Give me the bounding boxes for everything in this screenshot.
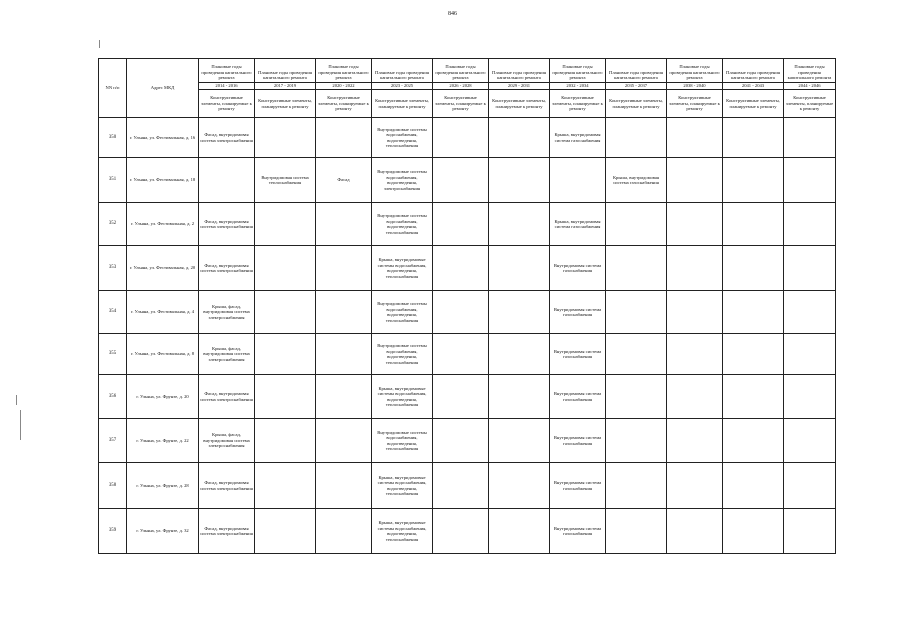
repair-elements-cell — [723, 203, 784, 246]
repair-elements-cell — [255, 509, 316, 554]
table-row — [99, 509, 836, 554]
period-caption: Плановые годы проведения капитального ремонта — [552, 64, 603, 80]
period-caption: Плановые годы проведения капитального ремонта — [201, 64, 252, 80]
repair-elements-cell: Крыша, внутридомовые системы водоснабжения, водоотведения, теплоснабжения — [372, 246, 433, 291]
repair-elements-cell: Внутридомовая система газоснабжения — [550, 291, 606, 334]
row-number: 350 — [99, 118, 127, 158]
repair-elements-cell — [550, 158, 606, 203]
column-header-period — [489, 59, 550, 90]
repair-elements-cell — [784, 203, 836, 246]
row-address: г. Ульяна, ул. Фестивальная, д. 2 — [127, 203, 199, 246]
margin-mark — [99, 40, 100, 48]
repair-elements-cell — [255, 291, 316, 334]
period-caption: Плановые годы проведения капитального ремонта — [669, 64, 720, 80]
repair-elements-cell — [316, 118, 372, 158]
repair-elements-cell — [489, 118, 550, 158]
repair-elements-cell — [433, 509, 489, 554]
repair-elements-cell: Фасад, внутридомовая система электроснабжения — [199, 463, 255, 509]
margin-mark — [16, 395, 17, 405]
repair-elements-cell — [433, 291, 489, 334]
repair-elements-cell: Внутридомовые системы водоснабжения, водоотведения, теплоснабжения — [372, 203, 433, 246]
header-row-elements — [99, 90, 836, 118]
period-caption: Плановые годы проведения капитального ремонта — [787, 64, 832, 80]
repair-elements-cell — [316, 246, 372, 291]
repair-elements-cell — [784, 463, 836, 509]
elements-caption: Конструктивные элементы, планируемые к ремонту — [372, 90, 433, 118]
elements-caption: Конструктивные элементы, планируемые к ремонту — [255, 90, 316, 118]
row-address: г. Ульяна, ул. Фестивальная, д. 4 — [127, 291, 199, 334]
repair-elements-cell — [316, 334, 372, 375]
repair-elements-cell — [723, 509, 784, 554]
elements-caption: Конструктивные элементы, планируемые к ремонту — [606, 90, 667, 118]
repair-elements-cell — [489, 246, 550, 291]
repair-elements-cell — [667, 291, 723, 334]
row-number: 357 — [99, 419, 127, 463]
table-row — [99, 375, 836, 419]
row-address: г. Ульяна, ул. Фрунзе, д. 20 — [127, 375, 199, 419]
repair-elements-cell: Внутридомовая система газоснабжения — [550, 334, 606, 375]
repair-elements-cell — [784, 509, 836, 554]
repair-elements-cell: Крыша, внутридомовая система газоснабжения — [550, 203, 606, 246]
repair-elements-cell — [255, 463, 316, 509]
period-caption: Плановые годы проведения капитального ремонта — [726, 69, 780, 80]
repair-elements-cell — [723, 463, 784, 509]
page-number: 846 — [448, 11, 457, 17]
column-header-period — [606, 59, 667, 90]
repair-elements-cell — [316, 463, 372, 509]
repair-elements-cell — [489, 158, 550, 203]
repair-elements-cell — [489, 291, 550, 334]
repair-elements-cell — [255, 334, 316, 375]
column-header-period — [199, 59, 255, 90]
table-row — [99, 203, 836, 246]
repair-elements-cell — [667, 118, 723, 158]
period-years: 2020 - 2022 — [316, 82, 371, 90]
row-number: 351 — [99, 158, 127, 203]
repair-elements-cell — [255, 203, 316, 246]
column-header-period — [255, 59, 316, 90]
elements-caption: Конструктивные элементы, планируемые к ремонту — [489, 90, 550, 118]
elements-caption: Конструктивные элементы, планируемые к ремонту — [784, 90, 836, 118]
repair-elements-cell: Крыша, внутридомовая система газоснабжения — [606, 158, 667, 203]
capital-repair-schedule-table — [98, 58, 836, 554]
repair-elements-cell — [667, 158, 723, 203]
table-row — [99, 463, 836, 509]
repair-elements-cell — [606, 203, 667, 246]
repair-elements-cell — [784, 375, 836, 419]
column-header-period — [723, 59, 784, 90]
period-caption: Плановые годы проведения капитального ремонта — [435, 64, 486, 80]
repair-elements-cell: Внутридомовая система теплоснабжения — [255, 158, 316, 203]
row-number: 353 — [99, 246, 127, 291]
period-years: 2041 - 2043 — [723, 82, 783, 90]
repair-elements-cell — [784, 246, 836, 291]
repair-elements-cell — [606, 118, 667, 158]
repair-elements-cell — [433, 334, 489, 375]
column-header-period — [433, 59, 489, 90]
column-header-period — [316, 59, 372, 90]
repair-elements-cell — [667, 334, 723, 375]
repair-elements-cell: Крыша, фасад, внутридомовая система электроснабжения — [199, 334, 255, 375]
period-years: 2026 - 2028 — [433, 82, 488, 90]
repair-elements-cell — [316, 203, 372, 246]
repair-elements-cell — [667, 419, 723, 463]
period-caption: Плановые годы проведения капитального ремонта — [318, 64, 369, 80]
repair-elements-cell: Крыша, внутридомовые системы водоснабжения, водоотведения, теплоснабжения — [372, 509, 433, 554]
row-address: г. Ульяна, ул. Фестивальная, д. 18 — [127, 158, 199, 203]
table-row — [99, 118, 836, 158]
elements-caption: Конструктивные элементы, планируемые к ремонту — [667, 90, 723, 118]
repair-elements-cell — [606, 419, 667, 463]
repair-elements-cell — [667, 463, 723, 509]
row-number: 359 — [99, 509, 127, 554]
period-years: 2029 - 2031 — [489, 82, 549, 90]
repair-elements-cell: Крыша, внутридомовые системы водоснабжения, водоотведения, теплоснабжения — [372, 463, 433, 509]
repair-elements-cell: Фасад, внутридомовая система электроснабжения — [199, 118, 255, 158]
row-address: г. Ульяна, ул. Фестивальная, д. 8 — [127, 334, 199, 375]
repair-elements-cell — [667, 509, 723, 554]
repair-elements-cell — [606, 334, 667, 375]
row-number: 358 — [99, 463, 127, 509]
column-header-address: Адрес МКД — [127, 59, 199, 118]
row-address: г. Ульяна, ул. Фрунзе, д. 32 — [127, 509, 199, 554]
repair-elements-cell — [433, 463, 489, 509]
repair-elements-cell — [606, 375, 667, 419]
capital-repair-table-sheet — [98, 58, 834, 554]
repair-elements-cell — [316, 509, 372, 554]
table-row — [99, 291, 836, 334]
column-header-period — [667, 59, 723, 90]
row-address: г. Ульяна, ул. Фестивальная, д. 16 — [127, 118, 199, 158]
repair-elements-cell — [667, 375, 723, 419]
period-years: 2023 - 2025 — [372, 82, 432, 90]
row-number: 355 — [99, 334, 127, 375]
repair-elements-cell — [433, 419, 489, 463]
row-number: 354 — [99, 291, 127, 334]
repair-elements-cell: Крыша, внутридомовые системы водоснабжения, водоотведения, теплоснабжения — [372, 375, 433, 419]
repair-elements-cell: Внутридомовая система газоснабжения — [550, 509, 606, 554]
repair-elements-cell: Внутридомовая система газоснабжения — [550, 246, 606, 291]
repair-elements-cell — [316, 291, 372, 334]
period-caption: Плановые годы проведения капитального ремонта — [492, 69, 546, 80]
repair-elements-cell — [489, 463, 550, 509]
repair-elements-cell — [723, 291, 784, 334]
column-header-period — [372, 59, 433, 90]
repair-elements-cell — [433, 118, 489, 158]
repair-elements-cell — [723, 334, 784, 375]
repair-elements-cell: Внутридомовые системы водоснабжения, водоотведения, теплоснабжения — [372, 291, 433, 334]
repair-elements-cell — [255, 375, 316, 419]
elements-caption: Конструктивные элементы, планируемые к ремонту — [433, 90, 489, 118]
elements-caption: Конструктивные элементы, планируемые к ремонту — [316, 90, 372, 118]
repair-elements-cell — [255, 246, 316, 291]
period-years: 2044 - 2046 — [784, 82, 835, 90]
margin-mark — [20, 410, 21, 440]
repair-elements-cell — [316, 375, 372, 419]
column-header-period — [550, 59, 606, 90]
row-number: 356 — [99, 375, 127, 419]
repair-elements-cell: Внутридомовая система газоснабжения — [550, 419, 606, 463]
column-header-period — [784, 59, 836, 90]
repair-elements-cell — [723, 375, 784, 419]
repair-elements-cell — [667, 203, 723, 246]
table-row — [99, 158, 836, 203]
row-address: г. Ульяна, ул. Фрунзе, д. 22 — [127, 419, 199, 463]
repair-elements-cell: Фасад, внутридомовая система электроснабжения — [199, 509, 255, 554]
repair-elements-cell — [433, 158, 489, 203]
row-address: г. Ульяна, ул. Фрунзе, д. 28 — [127, 463, 199, 509]
repair-elements-cell — [606, 463, 667, 509]
period-years: 2017 - 2019 — [255, 82, 315, 90]
repair-elements-cell: Внутридомовые системы водоснабжения, водоотведения, теплоснабжения — [372, 334, 433, 375]
repair-elements-cell: Внутридомовые системы водоснабжения, водоотведения, теплоснабжения — [372, 118, 433, 158]
repair-elements-cell: Крыша, фасад, внутридомовая система электроснабжения — [199, 419, 255, 463]
repair-elements-cell: Внутридомовые системы водоснабжения, водоотведения, электроснабжения — [372, 158, 433, 203]
row-number: 352 — [99, 203, 127, 246]
repair-elements-cell: Фасад, внутридомовая система электроснабжения — [199, 203, 255, 246]
repair-elements-cell: Крыша, внутридомовая система газоснабжения — [550, 118, 606, 158]
repair-elements-cell: Внутридомовые системы водоснабжения, водоотведения, теплоснабжения — [372, 419, 433, 463]
period-years: 2032 - 2034 — [550, 82, 605, 90]
repair-elements-cell — [489, 203, 550, 246]
repair-elements-cell — [255, 118, 316, 158]
period-caption: Плановые годы проведения капитального ремонта — [375, 69, 429, 80]
header-row-periods — [99, 59, 836, 90]
elements-caption: Конструктивные элементы, планируемые к ремонту — [550, 90, 606, 118]
repair-elements-cell — [723, 158, 784, 203]
repair-elements-cell: Внутридомовая система газоснабжения — [550, 463, 606, 509]
repair-elements-cell — [433, 203, 489, 246]
repair-elements-cell — [784, 158, 836, 203]
repair-elements-cell — [784, 419, 836, 463]
repair-elements-cell — [784, 291, 836, 334]
repair-elements-cell — [723, 246, 784, 291]
repair-elements-cell — [489, 509, 550, 554]
repair-elements-cell — [489, 334, 550, 375]
repair-elements-cell — [723, 419, 784, 463]
repair-elements-cell — [606, 291, 667, 334]
repair-elements-cell: Внутридомовая система газоснабжения — [550, 375, 606, 419]
repair-elements-cell: Фасад, внутридомовая система электроснабжения — [199, 375, 255, 419]
period-caption: Плановые годы проведения капитального ремонта — [258, 69, 312, 80]
period-caption: Плановые годы проведения капитального ремонта — [609, 69, 663, 80]
repair-elements-cell — [606, 246, 667, 291]
repair-elements-cell — [433, 246, 489, 291]
repair-elements-cell — [606, 509, 667, 554]
repair-elements-cell: Крыша, фасад, внутридомовая система электроснабжения — [199, 291, 255, 334]
repair-elements-cell — [199, 158, 255, 203]
repair-elements-cell — [489, 375, 550, 419]
repair-elements-cell — [489, 419, 550, 463]
table-row — [99, 246, 836, 291]
repair-elements-cell — [667, 246, 723, 291]
row-address: г. Ульяна, ул. Фестивальная, д. 20 — [127, 246, 199, 291]
repair-elements-cell: Фасад, внутридомовая система электроснабжения — [199, 246, 255, 291]
table-row — [99, 419, 836, 463]
table-row — [99, 334, 836, 375]
elements-caption: Конструктивные элементы, планируемые к ремонту — [199, 90, 255, 118]
repair-elements-cell — [316, 419, 372, 463]
repair-elements-cell — [433, 375, 489, 419]
repair-elements-cell — [784, 334, 836, 375]
repair-elements-cell: Фасад — [316, 158, 372, 203]
period-years: 2038 - 2040 — [667, 82, 722, 90]
period-years: 2014 - 2016 — [199, 82, 254, 90]
elements-caption: Конструктивные элементы, планируемые к ремонту — [723, 90, 784, 118]
repair-elements-cell — [255, 419, 316, 463]
repair-elements-cell — [784, 118, 836, 158]
column-header-number: NN п/п — [99, 59, 127, 118]
period-years: 2035 - 2037 — [606, 82, 666, 90]
repair-elements-cell — [723, 118, 784, 158]
